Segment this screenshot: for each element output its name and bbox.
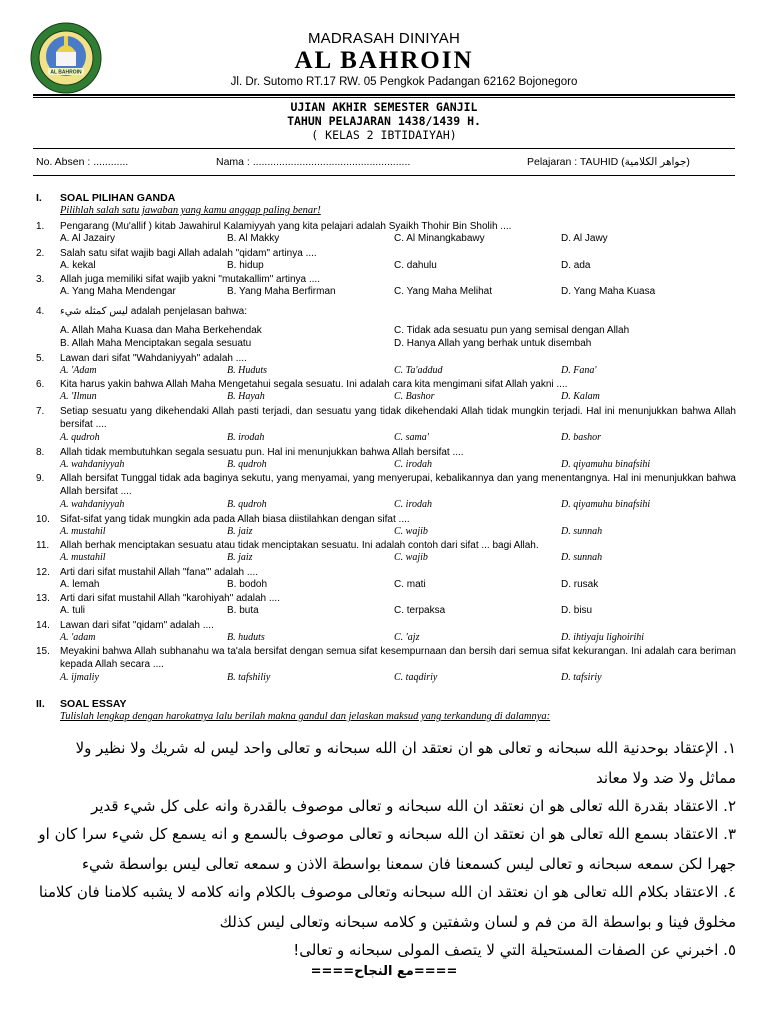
question: 4. ليس كمثله شيء adalah penjelasan bahwa: [36, 306, 248, 317]
answer-options: B. Allah Maha Menciptakan segala sesuatu D. Hanya Allah yang berhak untuk disembah [60, 338, 592, 349]
identity-top-line [33, 148, 735, 149]
answer-options: A. mustahil B. jaiz C. wajib D. sunnah [60, 526, 603, 537]
question: 13. Arti dari sifat mustahil Allah "karohiyah" adalah .... [36, 593, 280, 604]
question: 6. Kita harus yakin bahwa Allah Maha Mengetahui segala sesuatu. Ini adalah cara kita mengimani sifat Allah yakni .... [36, 379, 568, 390]
absen-field: No. Absen : ............ [36, 156, 129, 168]
question: 5. Lawan dari sifat "Wahdaniyyah" adalah .... [36, 353, 247, 364]
exam-title: UJIAN AKHIR SEMESTER GANJIL [290, 100, 478, 114]
question: 8. Allah tidak membutuhkan segala sesuatu pun. Hal ini menunjukkan bahwa Allah bersifat .... [36, 447, 464, 458]
answer-options: A. lemah B. bodoh C. mati D. rusak [60, 579, 599, 590]
question: 12. Arti dari sifat mustahil Allah "fana'" adalah .... [36, 567, 258, 578]
question: 7. Setiap sesuatu yang dikehendaki Allah pasti terjadi, dan sesuatu yang tidak dikehendaki Allah tidak mungkin terjadi. Hal ini menunjukkan bahwa Allah bersifat .... [36, 406, 736, 430]
exam-class: ( KELAS 2 IBTIDAIYAH) [311, 128, 457, 142]
answer-options: A. tuli B. buta C. terpaksa D. bisu [60, 605, 593, 616]
question: 2. Salah satu sifat wajib bagi Allah adalah "qidam" artinya .... [36, 248, 317, 259]
answer-options: A. qudroh B. irodah C. sama' D. bashor [60, 432, 602, 443]
question: 10. Sifat-sifat yang tidak mungkin ada pada Allah biasa diistilahkan dengan sifat .... [36, 514, 410, 525]
answer-options: A. 'adam B. huduts C. 'ajz D. ihtiyaju lighoirihi [60, 632, 645, 643]
essay-question: ٥. اخبرني عن الصفات المستحيلة التي لا يتصف المولى سبحانه و تعالى! [293, 941, 736, 959]
question: 14. Lawan dari sifat "qidam" adalah .... [36, 620, 214, 631]
pelajaran-field: Pelajaran : TAUHID (جواهر الكلامية) [527, 156, 690, 168]
section-multiple-choice-title: I. SOAL PILIHAN GANDA [36, 192, 176, 204]
question: 15. Meyakini bahwa Allah subhanahu wa ta'ala bersifat dengan semua sifat kesempurnaan dan bersih dari semua sifat kekurangan. Ini adalah cara beriman kepada Allah secara .... [36, 646, 736, 670]
closing-wish: ====مع النجاح==== [310, 964, 458, 979]
header-divider-thin [33, 97, 735, 98]
question: 11. Allah berhak menciptakan sesuatu atau tidak menciptakan sesuatu. Ini adalah contoh dari sifat ... bagi Allah. [36, 540, 539, 551]
school-address: Jl. Dr. Sutomo RT.17 RW. 05 Pengkok Padangan 62162 Bojonegoro [230, 76, 578, 88]
svg-text:AL BAHROIN: AL BAHROIN [50, 69, 82, 76]
header-divider [33, 94, 735, 96]
section-essay-title: II. SOAL ESSAY [36, 698, 127, 710]
essay-question: ٣. الاعتقاد بسمع الله تعالى هو ان نعتقد ان الله سبحانه و تعالى موصوف بالسمع و انه يسمع كل شيء سرا كان او جهرا لكن سمعه سبحانه و تعالى ليس كسمعنا فان سمعنا بواسطة الاذن و سمعه تعالى ليس بواسطة شيء [38, 825, 736, 873]
question: 1. Pengarang (Mu'allif ) kitab Jawahirul Kalamiyyah yang kita pelajari adalah Syaikh Thohir Bin Sholih .... [36, 221, 512, 232]
answer-options: A. 'Ilmun B. Hayah C. Bashor D. Kalam [60, 391, 600, 402]
answer-options: A. Al Jazairy B. Al Makky C. Al Minangkabawy D. Al Jawy [60, 233, 608, 244]
section-multiple-choice-instruction: Pilihlah salah satu jawaban yang kamu anggap paling benar! [60, 205, 321, 216]
question: 9. Allah bersifat Tunggal tidak ada baginya sekutu, yang menyamai, yang menyerupai, kebalikannya dan yang menentangnya. Hal ini menunjukkan bahwa Allah bersifat .... [36, 473, 736, 497]
exam-year: TAHUN PELAJARAN 1438/1439 H. [287, 114, 481, 128]
essay-question: ١. الإعتقاد بوحدنية الله سبحانه و تعالى هو ان نعتقد ان الله سبحانه و تعالى واحد ليس له شريك ولا نظير ولا مماثل ولا ضد ولا معاند [75, 739, 736, 787]
school-type: MADRASAH DINIYAH [307, 30, 461, 47]
essay-question: ٢. الاعتقاد بقدرة الله تعالى هو ان نعتقد ان الله سبحانه و تعالى موصوف بالقدرة وانه على كل شيء قدير [91, 797, 736, 815]
answer-options: A. ijmaliy B. tafshiliy C. taqdiriy D. tafsiriy [60, 672, 602, 683]
essay-question: ٤. الاعتقاد بكلام الله تعالى هو ان نعتقد ان الله سبحانه وتعالى موصوف بالكلام وانه كلامه لا يشبه كلامنا فان كلامنا مخلوق فينا و بواسطة الة من فم و لسان وشفتين و كلامه سبحانه وتعالى ليس كذلك [38, 883, 736, 931]
answer-options: A. Yang Maha Mendengar B. Yang Maha Berfirman C. Yang Maha Melihat D. Yang Maha Kuasa [60, 286, 656, 297]
answer-options: A. wahdaniyyah B. qudroh C. irodah D. qiyamuhu binafsihi [60, 459, 651, 470]
nama-field: Nama : ...................................................... [216, 156, 411, 168]
question: 3. Allah juga memiliki sifat wajib yakni "mutakallim" artinya .... [36, 274, 320, 285]
answer-options: A. 'Adam B. Huduts C. Ta'addud D. Fana' [60, 365, 597, 376]
school-name: AL BAHROIN [294, 47, 474, 74]
answer-options: A. wahdaniyyah B. qudroh C. irodah D. qiyamuhu binafsihi [60, 499, 651, 510]
answer-options: A. kekal B. hidup C. dahulu D. ada [60, 260, 591, 271]
answer-options: A. mustahil B. jaiz C. wajib D. sunnah [60, 552, 603, 563]
section-essay-instruction: Tulislah lengkap dengan harokatnya lalu berilah makna gandul dan jelaskan maksud yang terkandung di dalamnya: [60, 711, 551, 722]
identity-bottom-line [33, 175, 735, 176]
answer-options: A. Allah Maha Kuasa dan Maha Berkehendak C. Tidak ada sesuatu pun yang semisal dengan Allah [60, 325, 630, 336]
